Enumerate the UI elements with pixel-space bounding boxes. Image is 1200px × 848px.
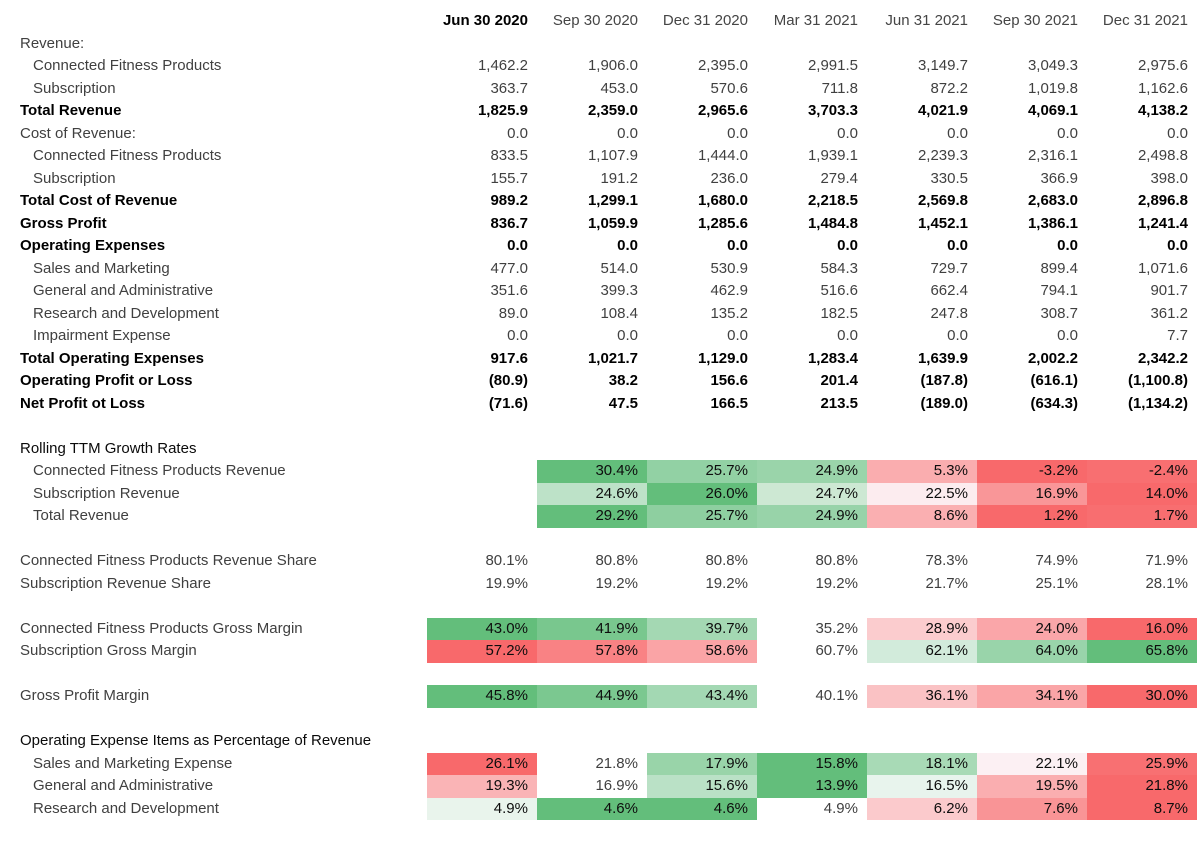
data-cell: 16.5% [867, 775, 977, 798]
data-cell: 1,283.4 [807, 349, 858, 367]
row-label: Gross Profit [20, 214, 107, 232]
data-cell: (1,134.2) [1127, 394, 1188, 412]
data-cell: 4.6% [537, 798, 647, 821]
table-row [20, 145, 1200, 168]
data-cell: 28.9% [867, 618, 977, 641]
data-cell: 1,241.4 [1137, 214, 1188, 232]
data-cell: 1,444.0 [697, 147, 748, 164]
table-row [20, 303, 1200, 326]
data-cell: 4,069.1 [1027, 102, 1078, 119]
row-label: Operating Expenses [20, 237, 166, 254]
spacer-row [20, 708, 1200, 731]
data-cell: 19.5% [977, 775, 1087, 798]
row-label: Sales and Marketing [33, 259, 170, 277]
data-cell: 19.2% [705, 574, 748, 592]
data-cell: 43.4% [647, 685, 757, 708]
data-cell: 1,021.7 [587, 349, 638, 367]
data-cell [867, 33, 977, 56]
data-cell: 201.4 [820, 372, 858, 389]
data-cell: 4,021.9 [917, 102, 968, 119]
data-cell: 4,138.2 [1137, 102, 1188, 119]
data-cell: 182.5 [820, 304, 858, 322]
data-cell [427, 33, 537, 56]
data-cell: 3,149.7 [917, 57, 968, 74]
data-cell: 0.0 [947, 327, 968, 344]
data-cell: 1,462.2 [477, 57, 528, 74]
data-cell: 1,906.0 [587, 57, 638, 74]
column-header: Sep 30 2021 [992, 12, 1078, 29]
data-cell [427, 483, 537, 506]
data-cell: 570.6 [710, 79, 748, 97]
table-row [20, 438, 1200, 461]
table-row [20, 280, 1200, 303]
data-cell: 1,939.1 [807, 147, 858, 164]
data-cell: 34.1% [977, 685, 1087, 708]
data-cell: 711.8 [821, 79, 858, 97]
data-cell: 1,071.6 [1137, 259, 1188, 277]
data-cell: 80.8% [595, 552, 638, 569]
column-header: Dec 31 2020 [662, 12, 748, 29]
data-cell: 1,299.1 [587, 192, 638, 209]
data-cell: 36.1% [867, 685, 977, 708]
data-cell: 80.8% [705, 552, 748, 569]
data-cell: 40.1% [815, 687, 858, 704]
data-cell: 279.4 [820, 169, 858, 187]
data-cell: 21.7% [925, 574, 968, 592]
data-cell: 80.8% [815, 552, 858, 569]
data-cell: 26.1% [427, 753, 537, 776]
row-label: Subscription Gross Margin [20, 642, 197, 659]
data-cell: 1,107.9 [587, 147, 638, 164]
data-cell: 2,498.8 [1137, 147, 1188, 164]
data-cell: 398.0 [1150, 169, 1188, 187]
row-label: Gross Profit Margin [20, 687, 150, 704]
table-row [20, 78, 1200, 101]
data-cell: 16.9% [977, 483, 1087, 506]
spacer-row [20, 595, 1200, 618]
data-cell [757, 438, 867, 461]
data-cell: 30.0% [1087, 685, 1197, 708]
data-cell: 0.0 [1057, 327, 1078, 344]
data-cell: 0.0 [837, 327, 858, 344]
data-cell: 1,129.0 [697, 349, 748, 367]
data-cell: 399.3 [600, 282, 638, 299]
data-cell: 0.0 [727, 237, 748, 254]
data-cell: 71.9% [1145, 552, 1188, 569]
data-cell [867, 438, 977, 461]
row-label: Research and Development [33, 799, 219, 817]
data-cell: 0.0 [617, 237, 638, 254]
row-label: Research and Development [33, 304, 219, 322]
row-label: Subscription [33, 79, 116, 97]
data-cell [977, 33, 1087, 56]
data-cell: 989.2 [490, 192, 528, 209]
data-cell: 917.6 [490, 349, 528, 367]
data-cell: (634.3) [1030, 394, 1078, 412]
data-cell: 15.6% [647, 775, 757, 798]
table-row [20, 123, 1200, 146]
data-cell: 6.2% [867, 798, 977, 821]
data-cell: 2,683.0 [1027, 192, 1078, 209]
data-cell: 0.0 [1057, 237, 1078, 254]
data-cell: 1,639.9 [917, 349, 968, 367]
data-cell: 1,019.8 [1027, 79, 1078, 97]
table-row [20, 573, 1200, 596]
data-cell: 462.9 [710, 282, 748, 299]
data-cell: 729.7 [930, 259, 968, 277]
data-cell: 2,359.0 [587, 102, 638, 119]
data-cell: 191.2 [600, 169, 638, 187]
data-cell [647, 33, 757, 56]
row-label: Rolling TTM Growth Rates [20, 439, 197, 457]
data-cell: 21.8% [595, 754, 638, 772]
table-row [20, 505, 1200, 528]
data-cell: 22.1% [977, 753, 1087, 776]
data-cell: 0.0 [617, 124, 638, 142]
data-cell: 361.2 [1150, 304, 1188, 322]
data-cell: 247.8 [930, 304, 968, 322]
data-cell: (1,100.8) [1127, 372, 1188, 389]
data-cell: 24.9% [757, 505, 867, 528]
data-cell [757, 730, 867, 753]
data-cell: 64.0% [977, 640, 1087, 663]
data-cell: 24.0% [977, 618, 1087, 641]
data-cell: 89.0 [498, 304, 528, 322]
data-cell: 363.7 [490, 79, 528, 97]
data-cell: 662.4 [930, 282, 968, 299]
data-cell: 1,825.9 [477, 102, 528, 119]
data-cell: 43.0% [427, 618, 537, 641]
data-cell: (80.9) [488, 372, 528, 389]
data-cell: 516.6 [820, 282, 858, 299]
data-cell: 366.9 [1040, 169, 1078, 187]
header-label-spacer [20, 10, 427, 33]
table-row [20, 640, 1200, 663]
table-row [20, 258, 1200, 281]
data-cell: 2,896.8 [1137, 192, 1188, 209]
data-cell: 17.9% [647, 753, 757, 776]
row-label: Cost of Revenue: [20, 124, 136, 142]
data-cell: 41.9% [537, 618, 647, 641]
data-cell: 18.1% [867, 753, 977, 776]
table-row [20, 483, 1200, 506]
data-cell: 833.5 [490, 147, 528, 164]
data-cell: (187.8) [920, 372, 968, 389]
data-cell [977, 438, 1087, 461]
data-cell: 57.8% [537, 640, 647, 663]
data-cell: 2,965.6 [697, 102, 748, 119]
data-cell: 2,991.5 [807, 57, 858, 74]
data-cell: 25.7% [647, 460, 757, 483]
data-cell: 899.4 [1040, 259, 1078, 277]
table-row [20, 550, 1200, 573]
data-cell: 14.0% [1087, 483, 1197, 506]
data-cell: 156.6 [710, 372, 748, 389]
data-cell: 0.0 [1057, 124, 1078, 142]
data-cell: 108.4 [600, 304, 638, 322]
column-header: Mar 31 2021 [773, 12, 858, 29]
row-label: Connected Fitness Products [33, 147, 222, 164]
data-cell: 24.9% [757, 460, 867, 483]
data-cell: 0.0 [1167, 237, 1188, 254]
data-cell: 35.2% [815, 619, 858, 637]
table-row [20, 235, 1200, 258]
data-cell: 24.7% [757, 483, 867, 506]
table-row [20, 460, 1200, 483]
data-cell: 836.7 [490, 214, 528, 232]
spacer-row [20, 415, 1200, 438]
data-cell: 155.7 [490, 169, 528, 187]
data-cell: 1.2% [977, 505, 1087, 528]
row-label: Total Revenue [33, 507, 129, 524]
data-cell: 1,285.6 [697, 214, 748, 232]
data-cell: 45.8% [427, 685, 537, 708]
table-row [20, 775, 1200, 798]
row-label: Impairment Expense [33, 327, 171, 344]
data-cell [867, 730, 977, 753]
data-cell: 8.7% [1087, 798, 1197, 821]
data-cell: 7.7 [1167, 327, 1188, 344]
row-label: Revenue: [20, 34, 85, 52]
data-cell: -2.4% [1087, 460, 1197, 483]
column-header: Sep 30 2020 [552, 12, 638, 29]
data-cell: 166.5 [710, 394, 748, 412]
data-cell: 8.6% [867, 505, 977, 528]
row-label: Subscription Revenue Share [20, 574, 211, 592]
data-cell: 15.8% [757, 753, 867, 776]
table-row [20, 325, 1200, 348]
data-cell: 4.6% [647, 798, 757, 821]
table-header-row [20, 10, 1200, 33]
data-cell: 47.5 [608, 394, 638, 412]
data-cell: 0.0 [507, 124, 528, 142]
data-cell: 30.4% [537, 460, 647, 483]
data-cell: -3.2% [977, 460, 1087, 483]
table-row [20, 393, 1200, 416]
data-cell: 5.3% [867, 460, 977, 483]
row-label: Connected Fitness Products Revenue [33, 462, 286, 479]
data-cell: 19.2% [595, 574, 638, 592]
data-cell: 2,395.0 [697, 57, 748, 74]
data-cell: 65.8% [1087, 640, 1197, 663]
spacer-row [20, 528, 1200, 551]
data-cell [537, 33, 647, 56]
table-row [20, 618, 1200, 641]
data-cell: 74.9% [1035, 552, 1078, 569]
data-cell: 351.6 [490, 282, 528, 299]
data-cell: 135.2 [710, 304, 748, 322]
table-row [20, 753, 1200, 776]
data-cell: 0.0 [947, 124, 968, 142]
data-cell: 1,484.8 [807, 214, 858, 232]
table-row [20, 33, 1200, 56]
data-cell: 530.9 [710, 259, 748, 277]
data-cell: 0.0 [507, 327, 528, 344]
data-cell: 24.6% [537, 483, 647, 506]
data-cell: 78.3% [925, 552, 968, 569]
row-label: Operating Profit or Loss [20, 372, 193, 389]
data-cell: 29.2% [537, 505, 647, 528]
data-cell: (189.0) [920, 394, 968, 412]
data-cell [977, 730, 1087, 753]
data-cell: 0.0 [617, 327, 638, 344]
data-cell: 21.8% [1087, 775, 1197, 798]
data-cell: 0.0 [1167, 124, 1188, 142]
data-cell: 901.7 [1150, 282, 1188, 299]
data-cell: 60.7% [815, 642, 858, 659]
data-cell [1087, 438, 1197, 461]
row-label: General and Administrative [33, 282, 214, 299]
data-cell: 0.0 [947, 237, 968, 254]
row-label: Connected Fitness Products Gross Margin [20, 619, 303, 637]
data-cell [757, 33, 867, 56]
data-cell: 1,680.0 [697, 192, 748, 209]
data-cell: 2,002.2 [1027, 349, 1078, 367]
table-row [20, 685, 1200, 708]
row-label: Subscription [33, 169, 116, 187]
data-cell [427, 730, 537, 753]
data-cell: 25.7% [647, 505, 757, 528]
data-cell [647, 730, 757, 753]
data-cell: 453.0 [600, 79, 638, 97]
data-cell: 7.6% [977, 798, 1087, 821]
row-label: Sales and Marketing Expense [33, 754, 233, 772]
data-cell [1087, 33, 1197, 56]
data-cell [537, 730, 647, 753]
data-cell: 236.0 [710, 169, 748, 187]
data-cell: 16.9% [595, 777, 638, 794]
data-cell [1087, 730, 1197, 753]
data-cell: 514.0 [600, 259, 638, 277]
data-cell: 38.2 [608, 372, 638, 389]
data-cell: 58.6% [647, 640, 757, 663]
table-row [20, 213, 1200, 236]
column-header: Jun 30 2020 [442, 12, 528, 29]
row-label: Total Cost of Revenue [20, 192, 178, 209]
table-row [20, 348, 1200, 371]
data-cell: 2,218.5 [807, 192, 858, 209]
table-row [20, 370, 1200, 393]
column-header: Jun 31 2021 [885, 12, 968, 29]
table-row [20, 100, 1200, 123]
table-row [20, 730, 1200, 753]
data-cell: 16.0% [1087, 618, 1197, 641]
data-cell: 13.9% [757, 775, 867, 798]
data-cell: 1,059.9 [587, 214, 638, 232]
table-row [20, 190, 1200, 213]
data-cell: 2,342.2 [1137, 349, 1188, 367]
data-cell: 57.2% [427, 640, 537, 663]
data-cell [647, 438, 757, 461]
data-cell: 1,162.6 [1137, 79, 1188, 97]
row-label: Total Revenue [20, 102, 122, 119]
data-cell: 1.7% [1087, 505, 1197, 528]
data-cell: 44.9% [537, 685, 647, 708]
row-label: Subscription Revenue [33, 484, 180, 502]
data-cell [427, 505, 537, 528]
data-cell: 19.9% [485, 574, 528, 592]
data-cell: 3,703.3 [807, 102, 858, 119]
table-row [20, 168, 1200, 191]
data-cell: 2,569.8 [917, 192, 968, 209]
data-cell: 2,316.1 [1027, 147, 1078, 164]
data-cell: 0.0 [507, 237, 528, 254]
row-label: Total Operating Expenses [20, 349, 204, 367]
data-cell: 1,386.1 [1027, 214, 1078, 232]
data-cell: 28.1% [1145, 574, 1188, 592]
data-cell: 19.2% [815, 574, 858, 592]
data-cell: 39.7% [647, 618, 757, 641]
data-cell: 2,239.3 [917, 147, 968, 164]
row-label: Net Profit ot Loss [20, 394, 146, 412]
data-cell: 25.9% [1087, 753, 1197, 776]
data-cell: 872.2 [930, 79, 968, 97]
row-label: General and Administrative [33, 777, 214, 794]
data-cell: 0.0 [727, 124, 748, 142]
data-cell: 330.5 [930, 169, 968, 187]
data-cell: 22.5% [867, 483, 977, 506]
data-cell: 794.1 [1040, 282, 1078, 299]
column-header: Dec 31 2021 [1102, 12, 1188, 29]
table-row [20, 798, 1200, 821]
data-cell: 0.0 [837, 237, 858, 254]
data-cell: 2,975.6 [1137, 57, 1188, 74]
data-cell: (71.6) [488, 394, 528, 412]
data-cell [537, 438, 647, 461]
data-cell: 0.0 [837, 124, 858, 142]
data-cell: 1,452.1 [917, 214, 968, 232]
table-row [20, 55, 1200, 78]
row-label: Connected Fitness Products Revenue Share [20, 552, 317, 569]
data-cell: 4.9% [427, 798, 537, 821]
data-cell: 19.3% [427, 775, 537, 798]
data-cell: 80.1% [485, 552, 528, 569]
row-label: Connected Fitness Products [33, 57, 222, 74]
data-cell: 477.0 [490, 259, 528, 277]
row-label: Operating Expense Items as Percentage of Revenue [20, 732, 372, 749]
data-cell: 308.7 [1040, 304, 1078, 322]
data-cell: 0.0 [727, 327, 748, 344]
spacer-row [20, 663, 1200, 686]
data-cell: 25.1% [1035, 574, 1078, 592]
data-cell: 584.3 [820, 259, 858, 277]
data-cell [427, 460, 537, 483]
data-cell: 26.0% [647, 483, 757, 506]
data-cell: (616.1) [1030, 372, 1078, 389]
data-cell [427, 438, 537, 461]
data-cell: 213.5 [820, 394, 858, 412]
data-cell: 4.9% [823, 799, 858, 817]
data-cell: 62.1% [867, 640, 977, 663]
data-cell: 3,049.3 [1027, 57, 1078, 74]
